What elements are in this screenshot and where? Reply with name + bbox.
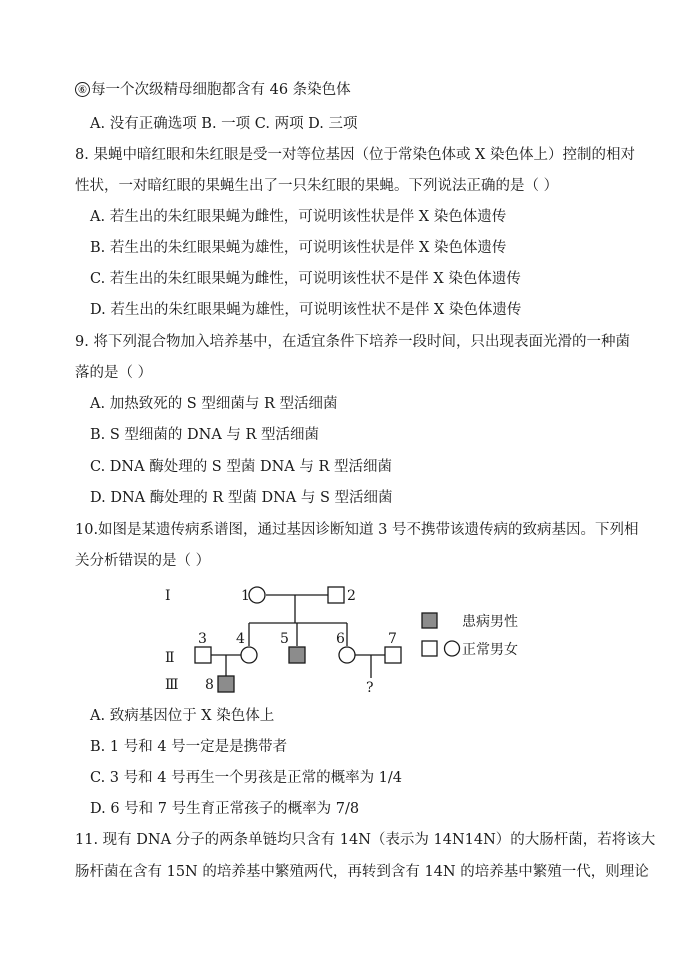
q9-option-a: A. 加热致死的 S 型细菌与 R 型活细菌	[90, 396, 338, 412]
q8-stem-line1: 8. 果蝇中暗红眼和朱红眼是受一对等位基因（位于常染色体或 X 染色体上）控制的相对	[75, 147, 635, 163]
generation-label-2: Ⅱ	[165, 650, 175, 666]
legend-normal-female-circle	[445, 641, 460, 656]
q8-option-b: B. 若生出的朱红眼果蝇为雄性，可说明该性状是伴 X 染色体遗传	[90, 240, 507, 256]
q10-option-c: C. 3 号和 4 号再生一个男孩是正常的概率为 1/4	[90, 770, 403, 786]
legend-affected-male-square	[422, 613, 437, 628]
q11-stem-line2: 肠杆菌在含有 15N 的培养基中繁殖两代，再转到含有 14N 的培养基中繁殖一代，则理论	[75, 864, 649, 880]
individual-3-normal-male	[195, 647, 211, 663]
q8-option-a: A. 若生出的朱红眼果蝇为雌性，可说明该性状是伴 X 染色体遗传	[90, 209, 507, 225]
individual-7-normal-male	[385, 647, 401, 663]
q10-option-d: D. 6 号和 7 号生育正常孩子的概率为 7/8	[90, 801, 360, 817]
label-unknown: ?	[366, 680, 374, 696]
legend-affected-text: 患病男性	[462, 614, 518, 630]
label-1: 1	[241, 588, 250, 604]
q7-options: A. 没有正确选项 B. 一项 C. 两项 D. 三项	[90, 116, 358, 132]
q10-stem-line1: 10.如图是某遗传病系谱图，通过基因诊断知道 3 号不携带该遗传病的致病基因。下列相	[75, 522, 639, 538]
q7-item6	[75, 80, 688, 100]
q8-option-d: D. 若生出的朱红眼果蝇为雄性，可说明该性状不是伴 X 染色体遗传	[90, 302, 522, 318]
label-8: 8	[205, 677, 214, 693]
legend-normal-male-square	[422, 641, 437, 656]
label-6: 6	[336, 631, 345, 647]
q9-option-c: C. DNA 酶处理的 S 型菌 DNA 与 R 型活细菌	[90, 459, 392, 475]
q8-option-c: C. 若生出的朱红眼果蝇为雌性，可说明该性状不是伴 X 染色体遗传	[90, 271, 521, 287]
label-5: 5	[280, 631, 289, 647]
individual-6-normal-female	[339, 647, 355, 663]
circled-number-6: ⑥	[75, 82, 90, 97]
pedigree-chart	[150, 580, 550, 700]
q9-stem-line2: 落的是（ ）	[75, 365, 153, 381]
q9-option-b: B. S 型细菌的 DNA 与 R 型活细菌	[90, 427, 320, 443]
individual-5-affected-male	[289, 647, 305, 663]
generation-label-3: Ⅲ	[165, 677, 179, 693]
individual-1-normal-female	[249, 587, 265, 603]
individual-8-affected-male	[218, 676, 234, 692]
q10-option-b: B. 1 号和 4 号一定是是携带者	[90, 739, 288, 755]
generation-label-1: Ⅰ	[165, 588, 171, 604]
q8-stem-line2: 性状，一对暗红眼的果蝇生出了一只朱红眼的果蝇。下列说法正确的是（ ）	[75, 178, 559, 194]
individual-2-normal-male	[328, 587, 344, 603]
label-7: 7	[388, 631, 397, 647]
legend-normal-text: 正常男女	[462, 642, 518, 658]
individual-4-normal-female	[241, 647, 257, 663]
label-2: 2	[347, 588, 356, 604]
q10-stem-line2: 关分析错误的是（ ）	[75, 553, 211, 569]
label-3: 3	[198, 631, 207, 647]
q10-option-a: A. 致病基因位于 X 染色体上	[90, 708, 275, 724]
q9-stem-line1: 9. 将下列混合物加入培养基中，在适宜条件下培养一段时间，只出现表面光滑的一种菌	[75, 334, 630, 350]
label-4: 4	[236, 631, 245, 647]
q11-stem-line1: 11. 现有 DNA 分子的两条单链均只含有 14N（表示为 14N14N）的大肠杆菌，若将该大	[75, 832, 656, 848]
q7-item6-text: 每一个次级精母细胞都含有 46 条染色体	[91, 82, 351, 98]
q9-option-d: D. DNA 酶处理的 R 型菌 DNA 与 S 型活细菌	[90, 490, 393, 506]
